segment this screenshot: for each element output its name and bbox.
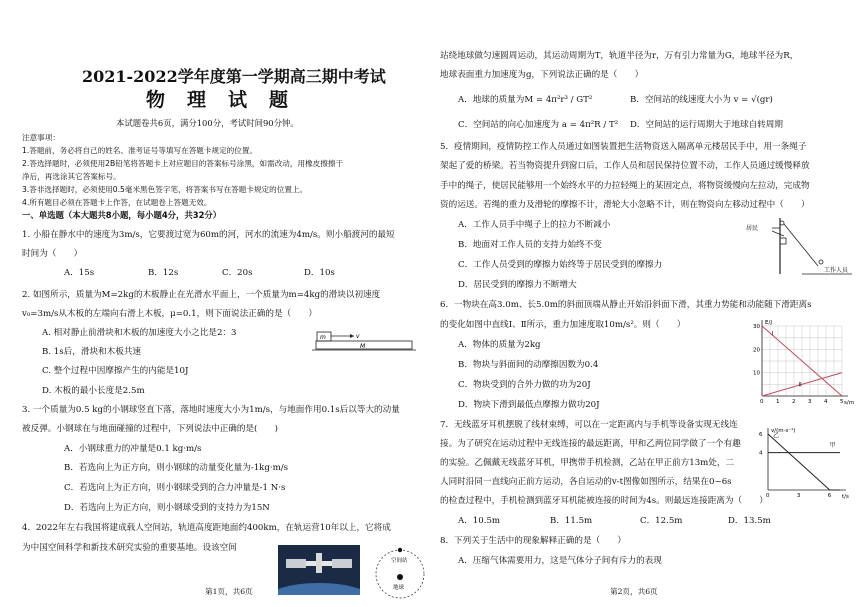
x-tick-label: 5 <box>840 399 844 405</box>
note-3: 3.答非选择题时，必须使用0.5毫米黑色签字笔，将答案书写在答题卡规定的位置上。 <box>22 185 308 194</box>
x-tick-label: 0 <box>766 493 770 499</box>
exam-page-2 <box>430 0 860 607</box>
q3-line-2: 被反弹。小钢球在与地面碰撞的过程中，下列说法中正确的是( ) <box>22 424 278 434</box>
q2-board-figure <box>312 329 418 355</box>
x-tick-label: 3 <box>796 493 801 499</box>
series-label: Ⅱ <box>798 381 802 389</box>
q3-option-d: D．若选向上为正方向，则小钢球受到的支持力为15N <box>64 503 270 513</box>
q5-line-3: 手中的绳子，使居民能够用一个始终水平的力拉轻绳上的某固定点，将物资缓慢向左拉动，完成物 <box>440 181 810 191</box>
q1-line-2: 时间为（ ） <box>22 249 83 259</box>
x-tick-label: 4 <box>824 399 828 405</box>
q1-option-a: A．15s <box>64 268 95 278</box>
solar-panel-right <box>332 559 352 568</box>
velocity-time-chart <box>756 420 856 504</box>
q7-option-b: B．11.5m <box>550 516 593 526</box>
note-2-cont: 净后，再选涂其它答案标号。 <box>22 172 121 181</box>
goods-box <box>780 238 786 244</box>
series-label: 甲 <box>829 442 836 450</box>
q7-line-5: 的检查过程中，手机检测到蓝牙耳机能被连接的时间为4s。则最远连接距离为（ ） <box>440 496 768 506</box>
q5-line-2: 架起了爱的桥梁。若当物资提升到窗口后，工作人员和居民保持位置不动，工作人员通过缓慢释放 <box>440 161 810 171</box>
q3-option-c: C．若选向上为正方向，则小钢球受到的合力冲量是-1 N·s <box>64 483 286 493</box>
y-tick-label: 30 <box>753 324 760 330</box>
exam-title: 2021-2022学年度第一学期高三期中考试 <box>82 67 386 86</box>
q7-line-1: 7．无线蓝牙耳机摆脱了线材束缚，可以在一定距离内与手机等设备实现无线连 <box>440 420 738 430</box>
q7-option-a: A．10.5m <box>458 516 501 526</box>
q7-line-2: 接。为了研究在运动过程中无线连接的最远距离，甲和乙两位同学做了一个有趣 <box>440 439 741 449</box>
series-label: Ⅰ <box>771 330 774 338</box>
y-axis-label: v/(m·s⁻¹) <box>771 428 796 434</box>
q7-option-d: D．13.5m <box>728 516 771 526</box>
q2-option-d: D. 木板的最小长度是2.5m <box>42 386 145 396</box>
page-footer-1: 第1页，共6页 <box>205 587 253 596</box>
series-label: 乙 <box>773 432 780 440</box>
q4-cont-line-2: 地球表面重力加速度为g，下列说法正确的是（ ） <box>440 70 644 80</box>
label-resident: 居民 <box>746 225 759 232</box>
exam-subject: 物理试题 <box>146 89 311 111</box>
q6-line-1: 6．一物块在高3.0m、长5.0m的斜面顶端从静止开始沿斜面下滑，其重力势能和动能随下滑距离s <box>440 300 812 310</box>
q2-option-a: A. 相对静止前滑块和木板的加速度大小之比是2：3 <box>42 328 237 338</box>
label-worker: 工作人员 <box>824 267 849 274</box>
q4-option-d: D．空间站的运行周期大于地球自转周期 <box>630 120 783 130</box>
space-station-photo <box>278 545 360 595</box>
q2-option-c: C. 整个过程中因摩擦产生的内能是10J <box>42 366 189 376</box>
arrow-head-icon <box>350 334 354 338</box>
q4-option-b: B．空间站的线速度大小为 v = √(gr) <box>630 95 773 105</box>
q7-option-c: C．12.5m <box>640 516 683 526</box>
q5-option-b: B．地面对工作人员的支持力始终不变 <box>458 240 602 250</box>
q6-line-2: 的变化如图中直线Ⅰ、Ⅱ所示，重力加速度取10m/s²。则（ ） <box>440 320 686 330</box>
q1-option-d: D．10s <box>304 268 335 278</box>
horizontal-pull-rope <box>772 231 784 236</box>
exam-info: 本试题卷共6页，满分100分，考试时间90分钟。 <box>116 118 299 128</box>
q5-line-4: 资的运送。若绳的重力及滑轮的摩擦不计，滑轮大小忽略不计，则在物资向左移动过程中（ ） <box>440 200 810 210</box>
q5-option-d: D．居民受到的摩擦力不断增大 <box>458 280 577 290</box>
q1-option-b: B．12s <box>148 268 179 278</box>
x-tick-label: 1 <box>776 399 780 405</box>
notes-heading: 注意事项： <box>22 133 60 142</box>
label-m: m <box>320 334 326 341</box>
q3-option-b: B．若选向上为正方向，则小钢球的动量变化量为-1kg·m/s <box>64 463 289 473</box>
label-earth: 地球 <box>393 585 405 591</box>
note-1: 1.答题前，务必将自己的姓名、准考证号等填写在答题卡规定的位置。 <box>22 146 258 155</box>
x-tick-label: 6 <box>827 493 832 499</box>
q1-line-1: 1. 小船在静水中的速度为3m/s，它要渡过宽为60m的河，河水的流速为4m/s。则小船渡河的最短 <box>22 230 395 240</box>
station-dot <box>398 548 402 552</box>
worker-icon <box>819 260 823 264</box>
q4-option-a: A．地球的质量为M = 4π²r³ / GT² <box>458 95 593 105</box>
note-2: 2.答选择题时，必须使用2B铅笔将答题卡上对应题目的答案标号涂黑，如需改动，用橡皮擦擦干 <box>22 159 344 168</box>
x-axis-label: t/s <box>842 494 849 500</box>
x-tick-label: 0 <box>760 399 764 405</box>
x-axis-label: s/m <box>844 400 855 406</box>
station-module <box>316 553 322 573</box>
page-footer-2: 第2页，共6页 <box>610 587 658 596</box>
q2-option-b: B. 1s后，滑块和木板共速 <box>42 347 142 357</box>
q3-line-1: 3. 一个质量为0.5 kg的小钢球竖直下落，落地时速度大小为1m/s，与地面作用0.1s后以等大的动量 <box>22 405 400 415</box>
note-4: 4.所有题目必须在答题卡上作答，在试题卷上答题无效。 <box>22 198 212 207</box>
q4-line-1: 4．2022年左右我国将建成载人空间站，轨道高度距地面约400km，在轨运营10年以上，它将成 <box>22 523 391 533</box>
q7-line-4: 人同时沿同一直线向正前方运动，各自运动的v-t图像如图所示，结果在0~6s <box>440 477 732 487</box>
q8-line-1: 8．下列关于生活中的现象解释正确的是（ ） <box>440 536 626 546</box>
q2-line-1: 2. 如图所示，质量为M=2kg的木板静止在光滑水平面上，一个质量为m=4kg的滑块以初速度 <box>22 290 381 300</box>
q4-option-c: C．空间站的向心加速度为 a = 4π²R / T² <box>458 120 619 130</box>
q5-line-1: 5．疫情期间，疫情防控工作人员通过如图装置把生活物资送入隔离单元楼居民手中，用一条绳子 <box>440 142 807 152</box>
q4-cont-line-1: 站绕地球做匀速圆周运动，其运动周期为T，轨道半径为r，万有引力常量为G，地球半径为R， <box>440 51 799 61</box>
q1-option-c: C．20s <box>222 268 253 278</box>
x-tick-label: 3 <box>808 399 812 405</box>
q7-line-3: 的实验。乙佩戴无线蓝牙耳机，甲携带手机检测，乙站在甲正前方13m处，二 <box>440 458 735 468</box>
q6-option-d: D．物块下滑到最低点摩擦力做功20J <box>458 400 600 410</box>
y-tick-label: 6 <box>759 432 763 438</box>
q5-option-c: C．工作人员受到的摩擦力始终等于居民受到的摩擦力 <box>458 260 663 270</box>
q6-option-c: C．物块受到的合外力做的功为20J <box>458 380 591 390</box>
solar-panel-left <box>286 559 306 568</box>
y-tick-label: 20 <box>753 347 760 354</box>
q6-option-a: A．物体的质量为2kg <box>458 340 541 350</box>
q5-option-a: A．工作人员手中绳子上的拉力不断减小 <box>458 220 611 230</box>
label-M: M <box>360 343 366 350</box>
y-axis-label: E/J <box>765 320 772 326</box>
y-tick-label: 4 <box>759 450 763 457</box>
energy-chart <box>750 314 858 410</box>
q8-option-a: A．压缩气体需要用力，这是气体分子间有斥力的表现 <box>458 556 662 566</box>
y-tick-label: 10 <box>753 370 760 377</box>
earth-dot <box>397 574 403 580</box>
q6-option-b: B．物块与斜面间的动摩擦因数为0.4 <box>458 360 599 370</box>
q3-option-a: A．小钢球重力的冲量是0.1 kg·m/s <box>64 444 202 454</box>
x-tick-label: 2 <box>792 399 796 405</box>
label-v: v <box>356 333 360 340</box>
q5-pulley-figure <box>742 214 854 278</box>
q4-line-2: 为中国空间科学和新技术研究实验的重要基地。设该空间 <box>22 543 237 553</box>
label-station: 空间站 <box>391 558 408 564</box>
rope-line <box>784 224 818 266</box>
section-heading: 一、单选题（本大题共8小题，每小题4分，共32分） <box>22 210 222 220</box>
orbit-diagram <box>368 543 428 605</box>
q2-line-2: v₀=3m/s从木板的左端向右滑上木板，μ=0.1，则下面说法正确的是（ ） <box>22 309 317 319</box>
